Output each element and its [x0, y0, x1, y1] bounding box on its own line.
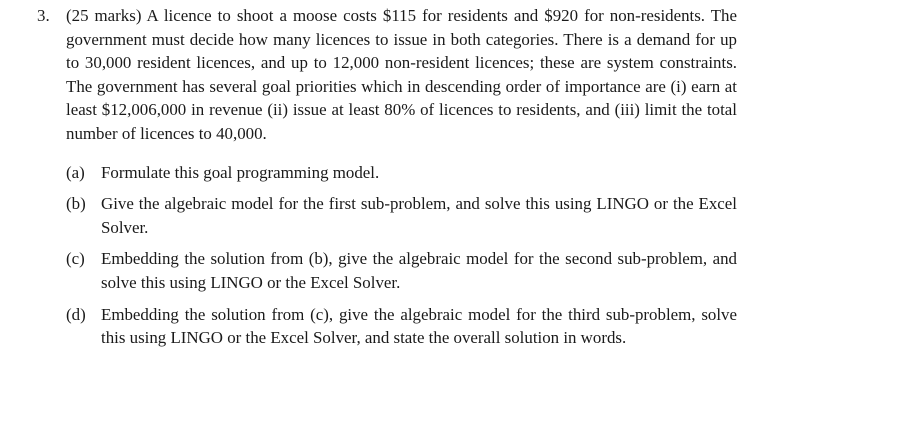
part-label: (b)	[66, 194, 86, 214]
question-parts	[37, 161, 737, 350]
part-c	[66, 247, 737, 294]
part-a	[66, 161, 737, 185]
part-label: (d)	[66, 304, 86, 324]
part-d	[66, 303, 737, 350]
part-text: Embedding the solution from (b), give the algebraic model for the second sub-problem, and solve this using LINGO or the Excel Solver.	[101, 249, 737, 292]
part-label: (c)	[66, 249, 85, 269]
part-text: Embedding the solution from (c), give the algebraic model for the third sub-problem, solve this using LINGO or the Excel Solver, and state the overall solution in words.	[101, 304, 737, 348]
part-text: Give the algebraic model for the first sub-problem, and solve this using LINGO or the Excel Solver.	[101, 194, 737, 237]
part-text: Formulate this goal programming model.	[101, 162, 380, 182]
question-3	[37, 4, 737, 358]
question-text: (25 marks) A licence to shoot a moose costs $115 for residents and $920 for non-residents. The government must decide how many licences to issue in both categories. There is a demand for up to 30,000 resident licences, and up to 12,000 non-resident licences; these are system constraints. The government has several goal priorities which in descending order of importance are (i) earn at least $12,006,000 in revenue (ii) issue at least 80% of licences to residents, and (iii) limit the total number of licences to 40,000.	[66, 6, 737, 143]
part-label: (a)	[66, 162, 85, 182]
part-b	[66, 192, 737, 239]
question-number: 3.	[37, 6, 50, 25]
question-stem	[37, 4, 737, 146]
